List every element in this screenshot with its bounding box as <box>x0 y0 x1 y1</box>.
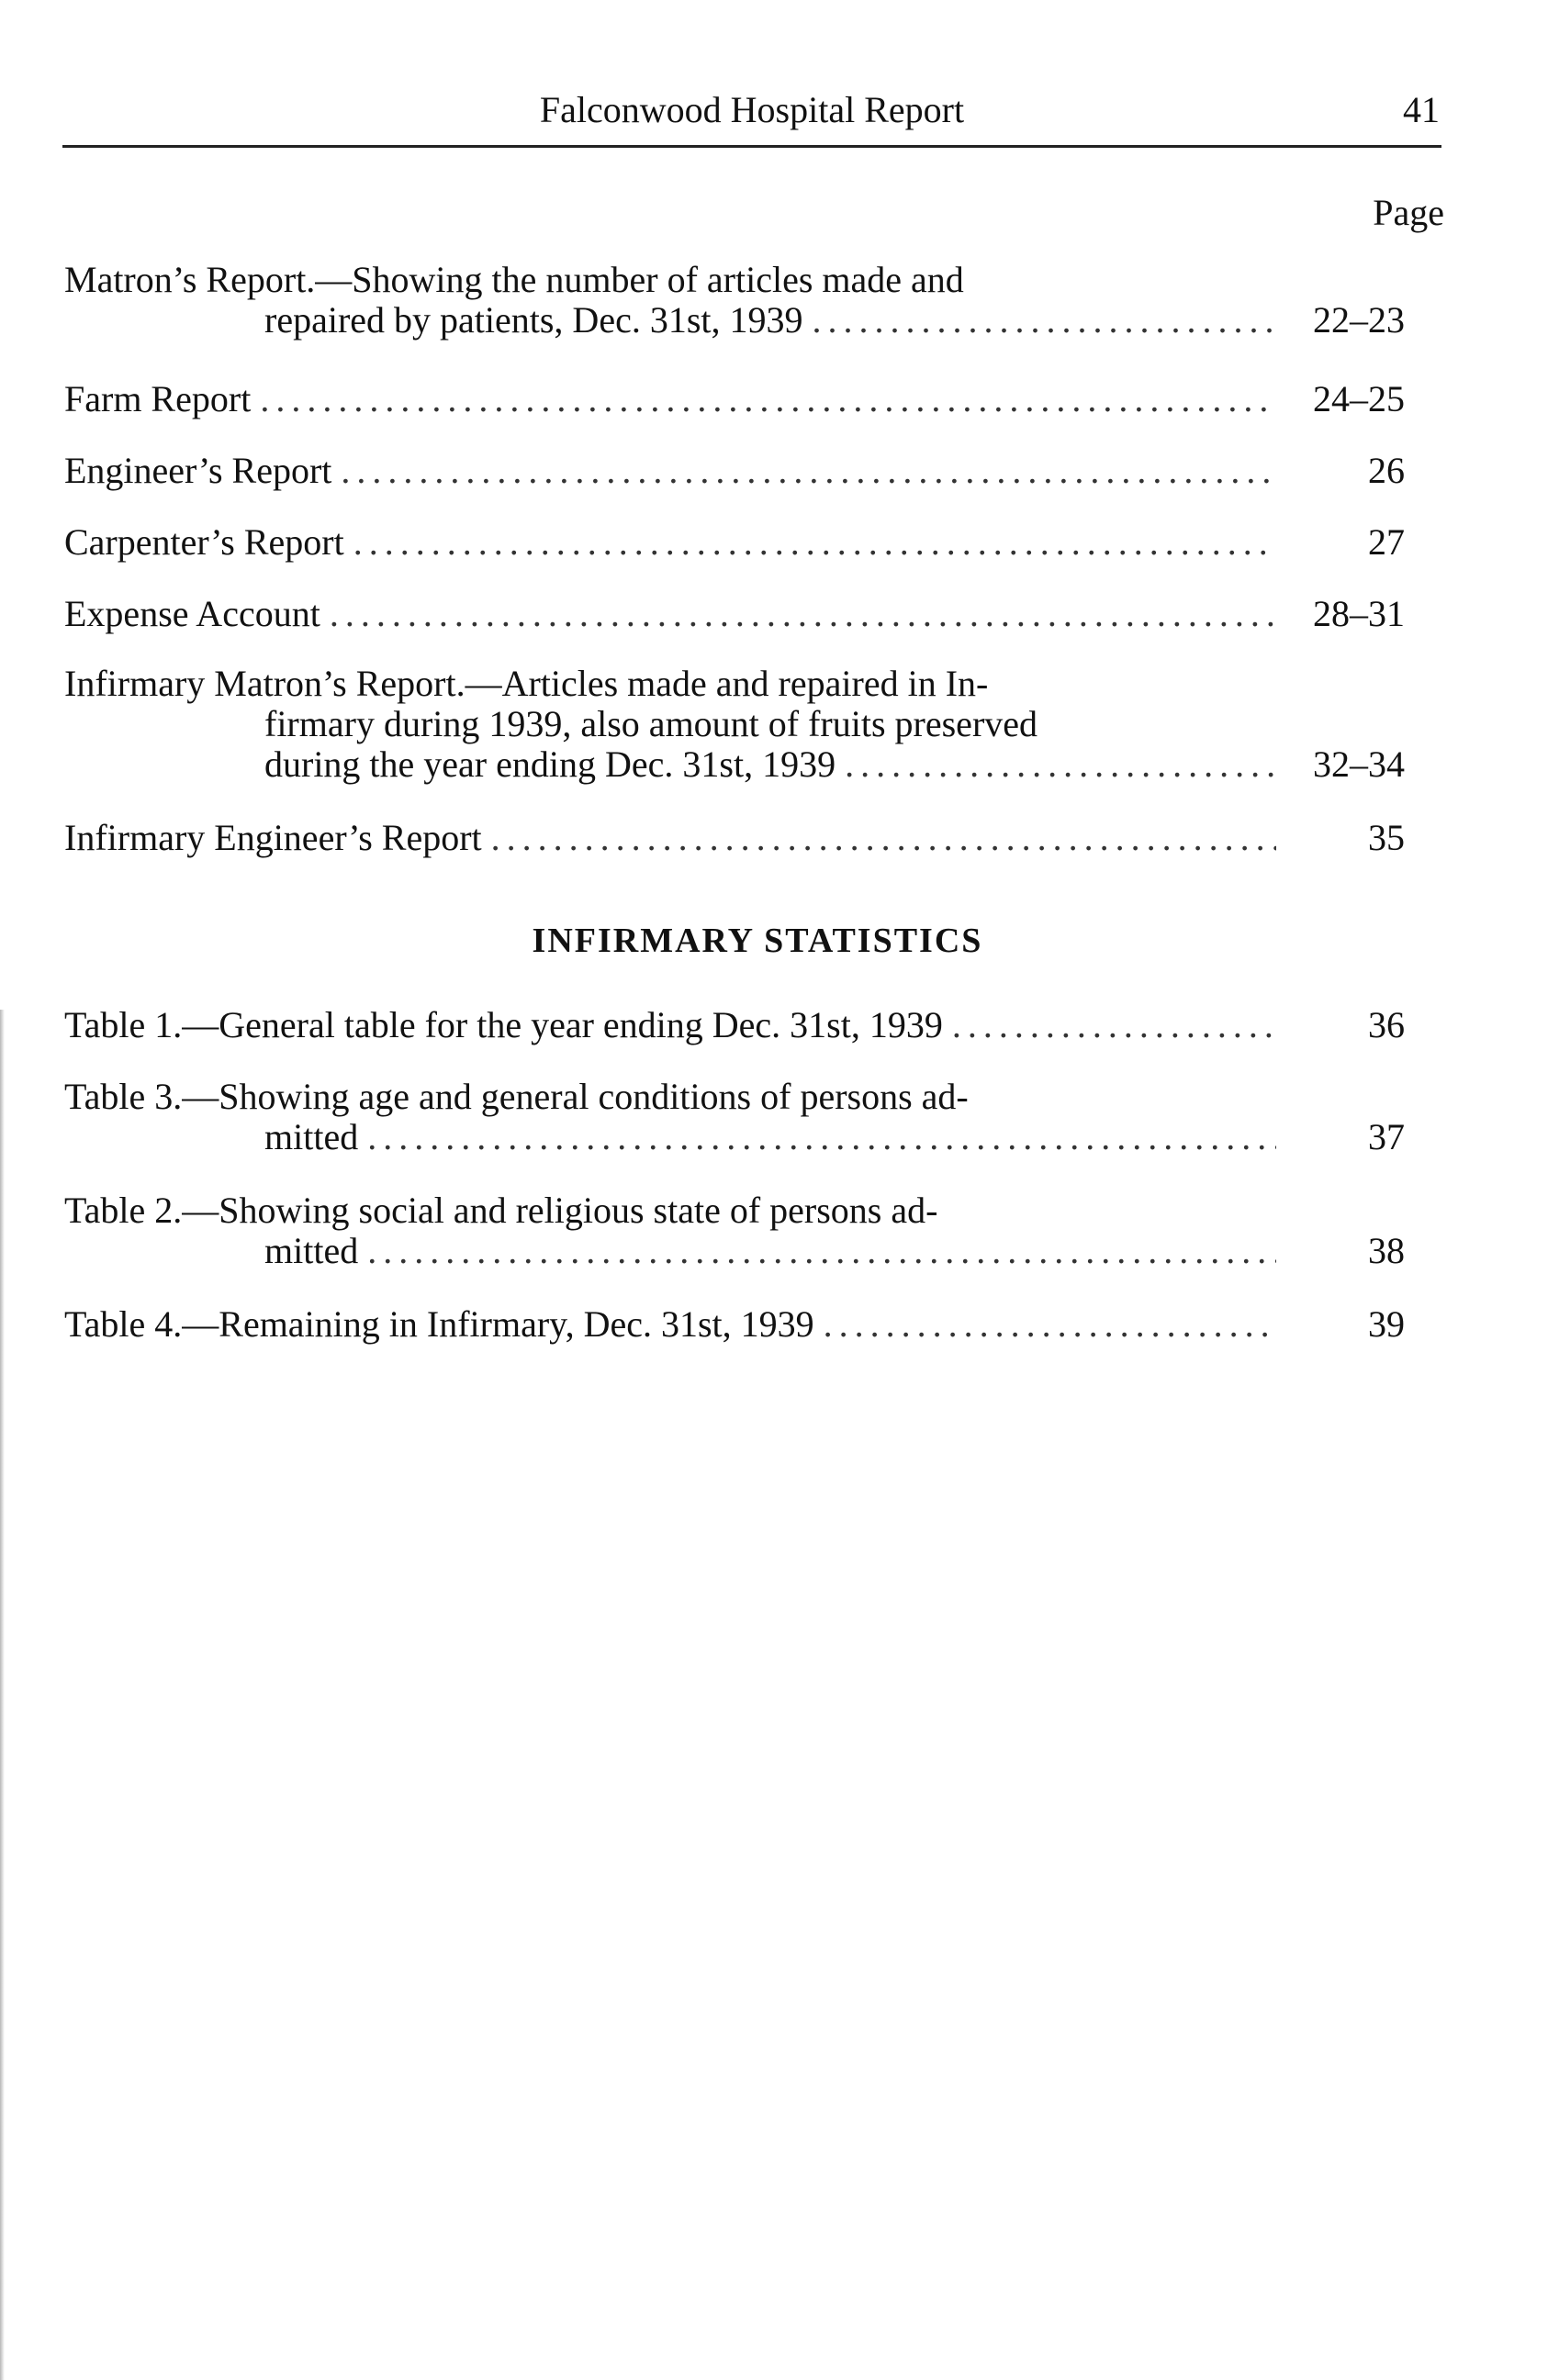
toc-entry-expense-account <box>64 594 1405 634</box>
toc-entry-engineers-report <box>64 451 1405 491</box>
leader-dots <box>330 594 1276 634</box>
header-rule <box>62 145 1441 148</box>
toc-entry-text: Table 4.—Remaining in Infirmary, Dec. 31st, 1939 <box>64 1303 814 1345</box>
toc-entry-text: Carpenter’s Report <box>64 521 344 563</box>
toc-page-ref: 39 <box>1368 1303 1405 1345</box>
toc-entry-infirmary-engineers-report <box>64 818 1405 858</box>
toc-entry-table-4 <box>64 1304 1405 1345</box>
toc-entry-text: during the year ending Dec. 31st, 1939 <box>264 743 836 785</box>
toc-page-ref: 24–25 <box>1313 378 1405 419</box>
toc-entry-matrons-report <box>64 260 1405 341</box>
toc-entry-text: Farm Report <box>64 378 252 419</box>
toc-entry-text: mitted <box>264 1116 359 1157</box>
page-number: 41 <box>1403 89 1440 130</box>
leader-dots <box>353 522 1276 563</box>
toc-page-ref: 32–34 <box>1313 743 1405 785</box>
toc-entry-text: Infirmary Engineer’s Report <box>64 817 482 858</box>
leader-dots <box>367 1231 1276 1271</box>
leader-dots <box>260 379 1276 419</box>
toc-page-ref: 28–31 <box>1313 593 1405 634</box>
page-column-heading: Page <box>1373 192 1444 233</box>
running-header <box>62 88 1441 134</box>
scan-edge-shadow <box>0 1010 5 2380</box>
leader-dots <box>813 300 1276 341</box>
section-heading: INFIRMARY STATISTICS <box>532 922 983 960</box>
toc-entry-table-2 <box>64 1190 1405 1271</box>
toc-page-ref: 37 <box>1368 1116 1405 1157</box>
toc-page-ref: 26 <box>1368 450 1405 491</box>
toc-entry-farm-report <box>64 379 1405 419</box>
leader-dots <box>952 1005 1276 1045</box>
leader-dots <box>845 744 1276 785</box>
toc-entry-text: repaired by patients, Dec. 31st, 1939 <box>264 299 803 341</box>
toc-entry-line: Matron’s Report.—Showing the number of articles made and <box>64 259 964 300</box>
header-title: Falconwood Hospital Report <box>539 89 965 130</box>
toc-entry-line: Infirmary Matron’s Report.—Articles made and repaired in In- <box>64 663 989 704</box>
toc-entry-line: Table 2.—Showing social and religious state of persons ad- <box>64 1190 938 1231</box>
toc-entry-text: Expense Account <box>64 593 320 634</box>
toc-page-ref: 35 <box>1368 817 1405 858</box>
leader-dots <box>824 1304 1276 1345</box>
toc-entry-line: Table 3.—Showing age and general conditions of persons ad- <box>64 1076 969 1117</box>
toc-entry-carpenters-report <box>64 522 1405 563</box>
leader-dots <box>367 1117 1276 1157</box>
toc-page-ref: 38 <box>1368 1230 1405 1271</box>
toc-page-ref: 22–23 <box>1313 299 1405 341</box>
toc-entry-table-1 <box>64 1005 1405 1045</box>
toc-entry-text: Table 1.—General table for the year ending Dec. 31st, 1939 <box>64 1004 943 1045</box>
toc-entry-infirmary-matrons-report <box>64 664 1405 785</box>
toc-entry-table-3 <box>64 1077 1405 1157</box>
toc-entry-text: Engineer’s Report <box>64 450 332 491</box>
toc-page-ref: 36 <box>1368 1004 1405 1045</box>
toc-page-ref: 27 <box>1368 521 1405 563</box>
toc-entry-text: mitted <box>264 1230 359 1271</box>
leader-dots <box>341 451 1276 491</box>
leader-dots <box>491 818 1276 858</box>
toc-entry-line: firmary during 1939, also amount of fruits preserved <box>264 703 1038 744</box>
